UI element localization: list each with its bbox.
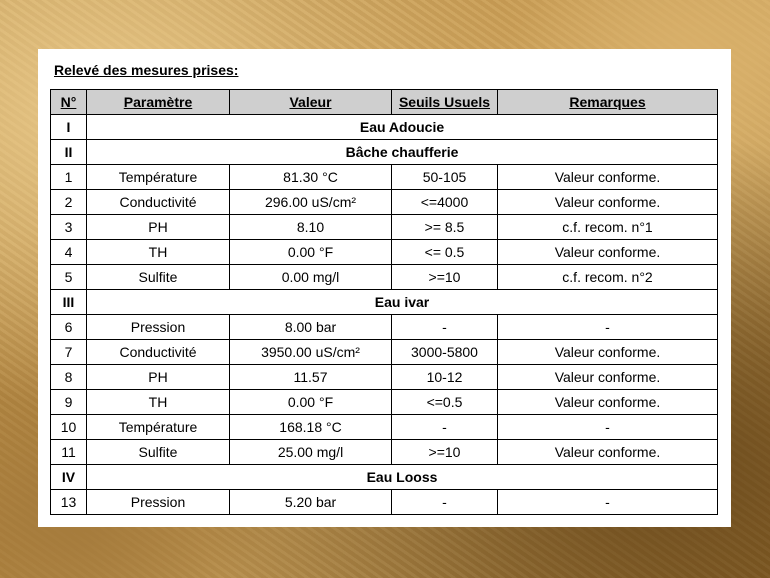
row-number: 11: [51, 440, 87, 465]
row-number: 3: [51, 215, 87, 240]
section-title: Eau Looss: [87, 465, 718, 490]
row-remark: -: [498, 415, 718, 440]
row-remark: Valeur conforme.: [498, 390, 718, 415]
table-row: [51, 365, 718, 390]
row-number: 13: [51, 490, 87, 515]
row-number: 8: [51, 365, 87, 390]
table-row: [51, 490, 718, 515]
section-title: Bâche chaufferie: [87, 140, 718, 165]
row-remark: c.f. recom. n°2: [498, 265, 718, 290]
row-number: 5: [51, 265, 87, 290]
row-remark: c.f. recom. n°1: [498, 215, 718, 240]
row-number: 4: [51, 240, 87, 265]
row-threshold: 10-12: [392, 365, 498, 390]
header-parameter: Paramètre: [87, 90, 230, 115]
row-remark: Valeur conforme.: [498, 440, 718, 465]
document-title: Relevé des mesures prises:: [54, 62, 239, 78]
table-row: [51, 215, 718, 240]
table-row: [51, 415, 718, 440]
table-row: [51, 165, 718, 190]
row-number: 2: [51, 190, 87, 215]
table-row: [51, 190, 718, 215]
section-row: [51, 140, 718, 165]
row-value: 296.00 uS/cm²: [230, 190, 392, 215]
table-row: [51, 440, 718, 465]
row-remark: Valeur conforme.: [498, 365, 718, 390]
section-number: IV: [51, 465, 87, 490]
row-parameter: PH: [87, 215, 230, 240]
row-threshold: -: [392, 315, 498, 340]
row-threshold: 3000-5800: [392, 340, 498, 365]
row-threshold: -: [392, 490, 498, 515]
row-remark: -: [498, 315, 718, 340]
row-number: 6: [51, 315, 87, 340]
row-threshold: >= 8.5: [392, 215, 498, 240]
row-parameter: Conductivité: [87, 190, 230, 215]
row-threshold: <=4000: [392, 190, 498, 215]
row-value: 3950.00 uS/cm²: [230, 340, 392, 365]
row-threshold: >=10: [392, 440, 498, 465]
section-number: III: [51, 290, 87, 315]
row-value: 0.00 °F: [230, 390, 392, 415]
row-value: 11.57: [230, 365, 392, 390]
table-row: [51, 265, 718, 290]
row-parameter: Température: [87, 415, 230, 440]
row-threshold: 50-105: [392, 165, 498, 190]
row-value: 168.18 °C: [230, 415, 392, 440]
row-remark: Valeur conforme.: [498, 190, 718, 215]
header-number: N°: [51, 90, 87, 115]
row-value: 8.10: [230, 215, 392, 240]
table-row: [51, 240, 718, 265]
header-value: Valeur: [230, 90, 392, 115]
table-row: [51, 390, 718, 415]
section-title: Eau Adoucie: [87, 115, 718, 140]
section-number: I: [51, 115, 87, 140]
header-remarks: Remarques: [498, 90, 718, 115]
row-number: 10: [51, 415, 87, 440]
section-number: II: [51, 140, 87, 165]
row-number: 9: [51, 390, 87, 415]
row-remark: -: [498, 490, 718, 515]
row-parameter: TH: [87, 240, 230, 265]
document-panel: [38, 49, 731, 527]
row-remark: Valeur conforme.: [498, 165, 718, 190]
row-remark: Valeur conforme.: [498, 340, 718, 365]
row-number: 1: [51, 165, 87, 190]
row-parameter: Sulfite: [87, 440, 230, 465]
row-parameter: PH: [87, 365, 230, 390]
row-value: 0.00 °F: [230, 240, 392, 265]
row-value: 81.30 °C: [230, 165, 392, 190]
table-row: [51, 315, 718, 340]
row-number: 7: [51, 340, 87, 365]
row-value: 5.20 bar: [230, 490, 392, 515]
row-parameter: TH: [87, 390, 230, 415]
row-threshold: >=10: [392, 265, 498, 290]
row-threshold: <=0.5: [392, 390, 498, 415]
table-row: [51, 340, 718, 365]
row-remark: Valeur conforme.: [498, 240, 718, 265]
row-parameter: Température: [87, 165, 230, 190]
header-thresholds: Seuils Usuels: [392, 90, 498, 115]
row-threshold: <= 0.5: [392, 240, 498, 265]
row-threshold: -: [392, 415, 498, 440]
table-header-row: [51, 90, 718, 115]
row-parameter: Pression: [87, 315, 230, 340]
row-parameter: Sulfite: [87, 265, 230, 290]
section-row: [51, 465, 718, 490]
section-row: [51, 290, 718, 315]
row-parameter: Conductivité: [87, 340, 230, 365]
row-parameter: Pression: [87, 490, 230, 515]
table-body: [51, 115, 718, 515]
row-value: 8.00 bar: [230, 315, 392, 340]
row-value: 25.00 mg/l: [230, 440, 392, 465]
measures-table: [50, 89, 718, 515]
section-row: [51, 115, 718, 140]
row-value: 0.00 mg/l: [230, 265, 392, 290]
section-title: Eau ivar: [87, 290, 718, 315]
